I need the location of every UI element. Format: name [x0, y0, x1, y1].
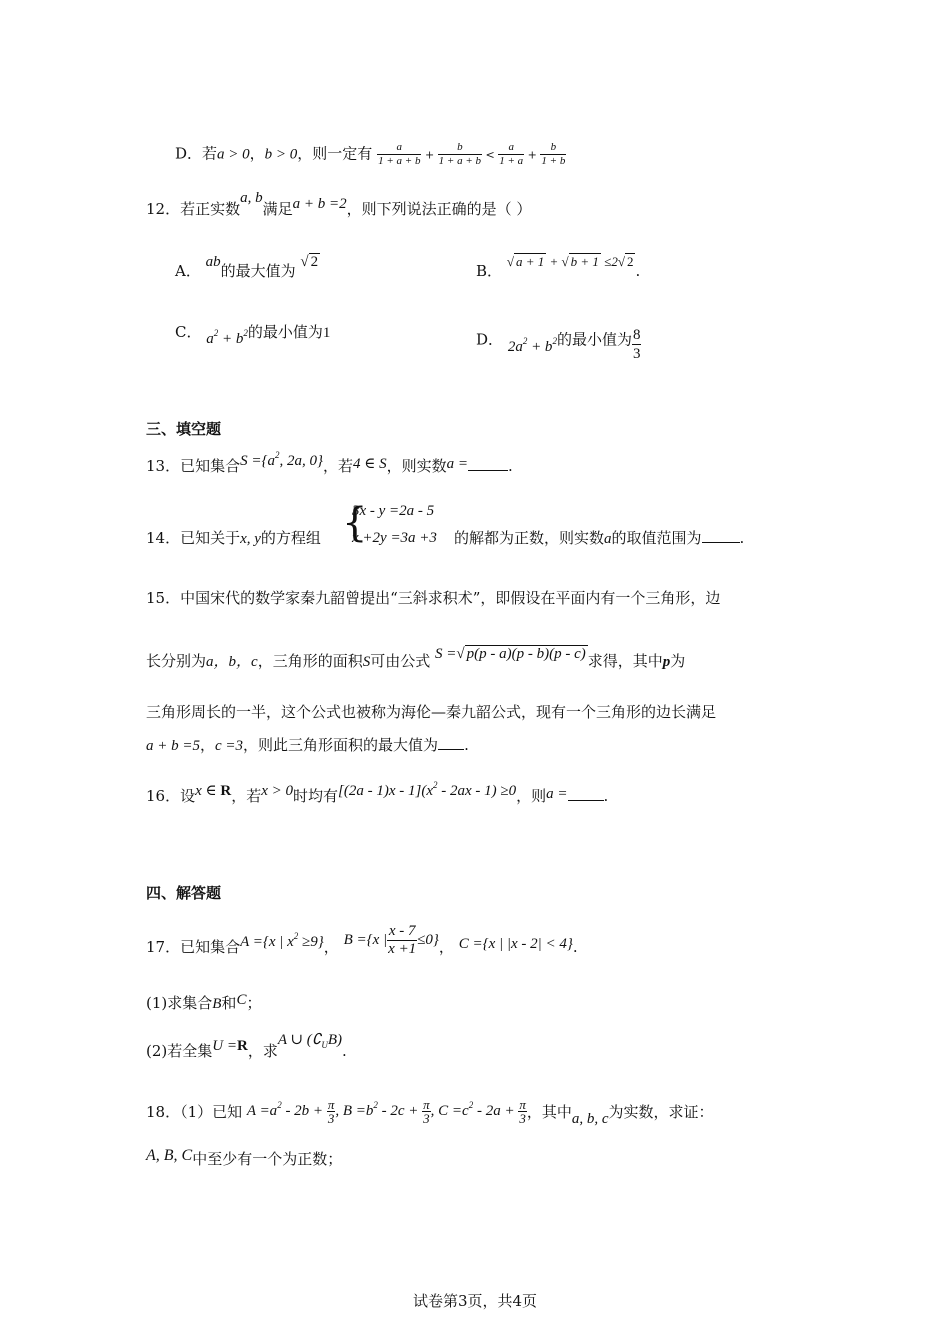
q17-set-a: A ={x | $x^2 \ge 9$} — [240, 930, 324, 950]
q12-cond: 满足 — [262, 200, 293, 218]
q15-l4b: ， — [200, 736, 216, 754]
q12-equation: a + b =2 — [292, 196, 347, 212]
page-footer: 试卷第3页，共4页 — [412, 1292, 538, 1310]
q12-d-expr: $2a^2 + b^2$ — [507, 335, 557, 355]
frac-a-over-1ab: $\frac{a}{1 + a + b}$ — [378, 141, 421, 167]
q12-stem — [146, 190, 532, 220]
q18-abc: A, B, C — [146, 1147, 193, 1164]
q17-p2a: (2)若全集 — [146, 1042, 213, 1060]
q13-tail: ，则实数 — [386, 457, 447, 475]
q15-p-var: p — [662, 654, 671, 670]
q13-mid: ，若 — [322, 457, 353, 475]
q12-option-d — [476, 322, 641, 362]
q12-vars: a, b — [240, 190, 263, 206]
q17-p2c: ，求 — [247, 1042, 278, 1060]
frac-b-over-1ab: $\frac{b}{1 + a + b}$ — [438, 141, 482, 167]
q15-formula: S =√ p(p - a)(p - b)(p - c) — [435, 646, 586, 662]
answer-blank[interactable] — [568, 786, 604, 801]
q17-p2-sub: U — [321, 1040, 328, 1050]
q15-l4d: ，则此三角形面积的最大值为 — [243, 736, 439, 754]
sqrt-2: √ 2 — [300, 254, 319, 270]
q17-p1c: 和 — [221, 994, 237, 1012]
q15-line1: 15．中国宋代的数学家秦九韶曾提出“三斜求积术”，即假设在平面内有一个三角形，边 — [146, 589, 721, 607]
q11-option-d: D．若a > 0，b > 0，则一定有 $\frac{a}{1 + a + b}$ + $\frac{b}{1 + a + b}$ < $\frac{a}{1 + a}$ + $\frac{b}{1 + b}$ — [175, 141, 566, 167]
q12-b-expr: √ a + 1 + √ b + 1 ≤2√ 2 — [506, 254, 634, 269]
q15-l2c: ，三角形的面积 — [257, 652, 363, 670]
q15-l2h: 为 — [670, 652, 686, 670]
q16-num: 16．设 — [146, 787, 196, 805]
q17-p1-c: C — [236, 992, 247, 1008]
q17-set-c: C ={x | |x - 2| < 4} — [458, 935, 573, 952]
q17-p1e: ； — [246, 994, 262, 1012]
q14-mid: 的方程组 — [260, 529, 321, 547]
frac-a-over-1a: $\frac{a}{1 + a}$ — [499, 141, 524, 167]
q16-mid2: 时均有 — [293, 787, 339, 805]
q17-p1-b: B — [212, 996, 222, 1012]
frac-b-over-1b: $\frac{b}{1 + b}$ — [541, 141, 566, 167]
q13-end: . — [507, 457, 513, 475]
q15-sum: a + b =5 — [146, 738, 200, 754]
q15-sides: a，b，c — [206, 654, 258, 670]
answer-blank[interactable] — [702, 528, 740, 543]
q16-end: . — [603, 787, 609, 805]
q16-cond2: x > 0 — [261, 783, 293, 799]
q12-d-label: D． — [476, 330, 504, 349]
q12-d-text: 的最小值为 — [556, 330, 632, 349]
q14-num: 14．已知关于 — [146, 529, 241, 547]
q15-l4e: . — [464, 736, 469, 754]
q11-d-text: ，则一定有 — [297, 144, 373, 163]
q15-l2f: 求得，其中 — [587, 652, 663, 670]
section-title-answer: 四、解答题 — [146, 884, 222, 902]
q12-c-text: 的最小值为 — [247, 323, 323, 341]
q17-sep2: ， — [438, 937, 454, 956]
q17-b-den: x +1 — [388, 941, 417, 957]
q18-line2 — [146, 1149, 342, 1170]
q17-p1a: (1)求集合 — [146, 994, 213, 1012]
q14-tail — [454, 528, 744, 549]
answer-blank[interactable] — [438, 735, 464, 750]
q17-universal: U =R — [212, 1038, 248, 1054]
q13 — [146, 450, 513, 477]
q17-p2d: A ∪ (∁ — [277, 1032, 322, 1048]
q12-b-tail: . — [635, 262, 641, 280]
q12-num: 12．若正实数 — [146, 200, 241, 218]
q13-num: 13．已知集合 — [146, 457, 241, 475]
q12-c-value: 1 — [322, 325, 331, 341]
q17-end: . — [572, 937, 578, 956]
q17-b-pre: B ={x | — [343, 931, 388, 948]
answer-blank[interactable] — [468, 456, 508, 471]
q15-l2a: 长分别为 — [146, 652, 207, 670]
q18-line2-text: 中至少有一个为正数； — [192, 1150, 343, 1168]
q12-c-expr: $a^2 + b^2$ — [206, 328, 248, 347]
q15-line3: 三角形周长的一半，这个公式也被称为海伦—秦九韶公式，现有一个三角形的边长满足 — [146, 703, 717, 721]
section-title-fill-in: 三、填空题 — [146, 420, 222, 438]
q18-tail: 为实数，求证： — [608, 1102, 714, 1121]
q14-var: a — [604, 531, 612, 547]
q18-mid: ，其中 — [526, 1102, 572, 1121]
q15-formula-s: S = — [435, 646, 457, 662]
q14-tail-text: 的解都为正数，则实数 — [454, 529, 605, 547]
q17-sep1: ， — [323, 937, 339, 956]
q15-line4 — [146, 735, 469, 756]
q17 — [146, 923, 578, 966]
q18-expr: $A =a^2 - 2b$ + $\frac{\pi}{3}$ , $B =b^2 - 2c$ + $\frac{\pi}{3}$ , $C =c^2 - 2a$ + $\frac{\pi}{3}$ — [246, 1097, 526, 1126]
q13-membership: 4 ∈ S — [352, 456, 387, 472]
q17-b-num: x - 7 — [388, 923, 416, 939]
q15-area-var: S — [362, 654, 371, 670]
q13-set: $S =\{a^2$, 2a, 0} — [240, 450, 323, 469]
q14-end-text: 的取值范围为 — [611, 529, 702, 547]
q12-option-c — [175, 322, 331, 347]
q15-c: c =3 — [215, 738, 244, 754]
q16-cond1: x ∈ R — [195, 783, 232, 799]
q12-a-expr: ab — [205, 254, 221, 270]
q17-num: 17．已知集合 — [146, 937, 241, 956]
q17-set-b — [343, 923, 439, 957]
q14-dot: . — [739, 529, 745, 547]
brace: { — [342, 500, 368, 546]
q11-d-sep: ， — [249, 144, 265, 163]
q15-l2e: 可由公式 — [370, 652, 431, 670]
q18-vars: a, b, c — [571, 1110, 609, 1127]
q12-tail: ，则下列说法正确的是（ ） — [346, 200, 532, 218]
q15-line2 — [146, 646, 686, 672]
q12-a-text: 的最大值为 — [220, 262, 296, 280]
q14-stem — [146, 528, 321, 549]
q18-num: 18．（1）已知 — [146, 1102, 243, 1121]
q12-option-b — [476, 254, 641, 282]
q13-var: a = — [446, 456, 468, 472]
q17-p2f: . — [342, 1042, 347, 1060]
q12-a-label: A． — [175, 262, 201, 280]
q14-vars: x, y — [240, 531, 261, 547]
q17-p2e: B) — [327, 1032, 342, 1048]
q16 — [146, 780, 609, 807]
q17-b-post: ≤0} — [417, 931, 439, 948]
q18 — [146, 1097, 714, 1127]
q11-d-label: D．若 — [175, 144, 218, 163]
q16-inequality: $[(2a - 1)x - 1](x^2 - 2ax - 1) \ge 0$ — [338, 780, 517, 799]
q14-eq1: 3x - y =2a - 5 — [352, 503, 435, 519]
q12-c-label: C． — [175, 323, 202, 341]
q16-mid1: ，若 — [231, 787, 262, 805]
q11-d-cond-b: b > 0 — [264, 146, 298, 163]
q16-tail: ，则 — [516, 787, 547, 805]
frac-8-3: $\frac{8}{3}$ — [632, 327, 641, 362]
q17-part2 — [146, 1032, 347, 1067]
q12-b-label: B． — [476, 262, 503, 280]
q17-complement-expr — [278, 1032, 342, 1048]
q15-formula-radicand: p(p - a)(p - b)(p - c) — [466, 646, 586, 662]
q17-part1 — [146, 993, 261, 1014]
q11-d-cond-a: a > 0 — [217, 146, 250, 163]
q14-eq2: x +2y =3a +3 — [352, 530, 437, 546]
q16-var: a = — [546, 786, 568, 802]
q12-option-a — [175, 254, 320, 282]
